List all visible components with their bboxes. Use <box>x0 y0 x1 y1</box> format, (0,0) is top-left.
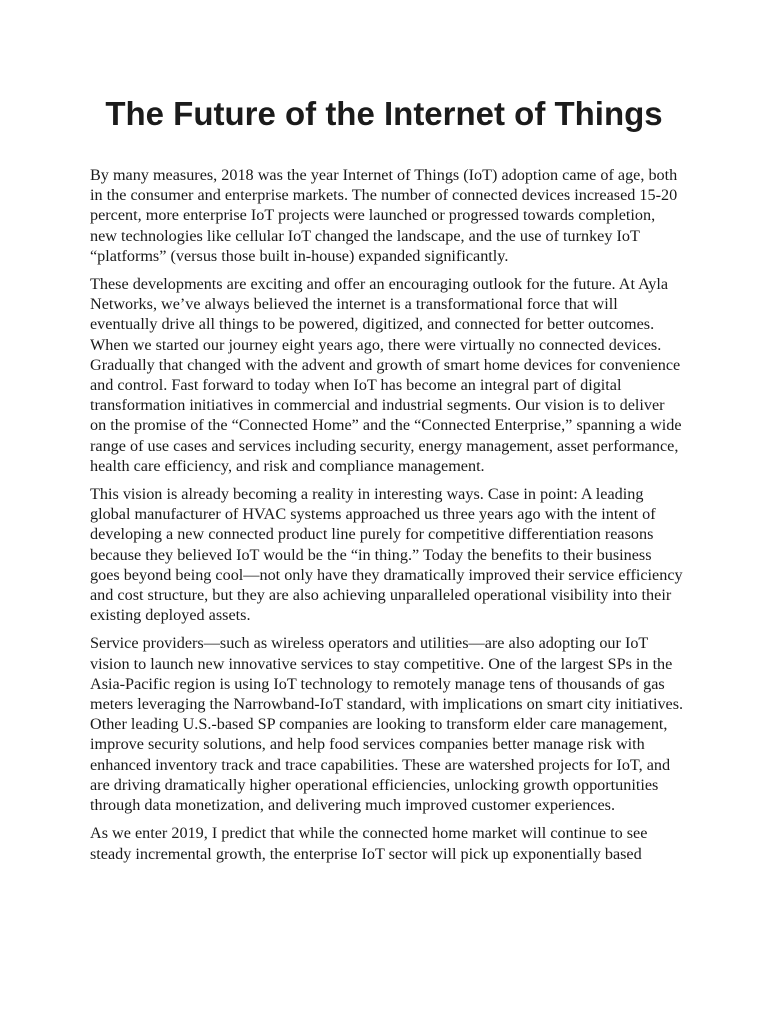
paragraph-2: These developments are exciting and offer an encouraging outlook for the future. At Ayla Networks, we’ve always believed the internet is a transformational force that will eventually drive all things to be powered, digitized, and connected for better outcomes. When we started our journey eight years ago, there were virtually no connected devices. Gradually that changed with the advent and growth of smart home devices for convenience and control. Fast forward to today when IoT has become an integral part of digital transformation initiatives in commercial and industrial segments. Our vision is to deliver on the promise of the “Connected Home” and the “Connected Enterprise,” spanning a wide range of use cases and services including security, energy management, asset performance, health care efficiency, and risk and compliance management. <box>90 275 682 475</box>
document-body <box>90 165 684 872</box>
document-title: The Future of the Internet of Things <box>105 95 663 132</box>
paragraph-5: As we enter 2019, I predict that while the connected home market will continue to see steady incremental growth, the enterprise IoT sector will pick up exponentially based <box>90 824 648 863</box>
paragraph-4: Service providers—such as wireless operators and utilities—are also adopting our IoT vision to launch new innovative services to stay competitive. One of the largest SPs in the Asia-Pacific region is using IoT technology to remotely manage tens of thousands of gas meters leveraging the Narrowband-IoT standard, with implications on smart city initiatives. Other leading U.S.-based SP companies are looking to transform elder care management, improve security solutions, and help food services companies better manage risk with enhanced inventory track and trace capabilities. These are watershed projects for IoT, and are driving dramatically higher operational efficiencies, unlocking growth opportunities through data monetization, and delivering much improved customer experiences. <box>90 634 684 815</box>
paragraph-1: By many measures, 2018 was the year Internet of Things (IoT) adoption came of age, both in the consumer and enterprise markets. The number of connected devices increased 15-20 percent, more enterprise IoT projects were launched or progressed towards completion, new technologies like cellular IoT changed the landscape, and the use of turnkey IoT “platforms” (versus those built in-house) expanded significantly. <box>90 166 678 265</box>
paragraph-3: This vision is already becoming a reality in interesting ways. Case in point: A leading global manufacturer of HVAC systems approached us three years ago with the intent of developing a new connected product line purely for competitive differentiation reasons because they believed IoT would be the “in thing.” Today the benefits to their business goes beyond being cool—not only have they dramatically improved their service efficiency and cost structure, but they are also achieving unparalleled operational visibility into their existing deployed assets. <box>90 485 683 625</box>
